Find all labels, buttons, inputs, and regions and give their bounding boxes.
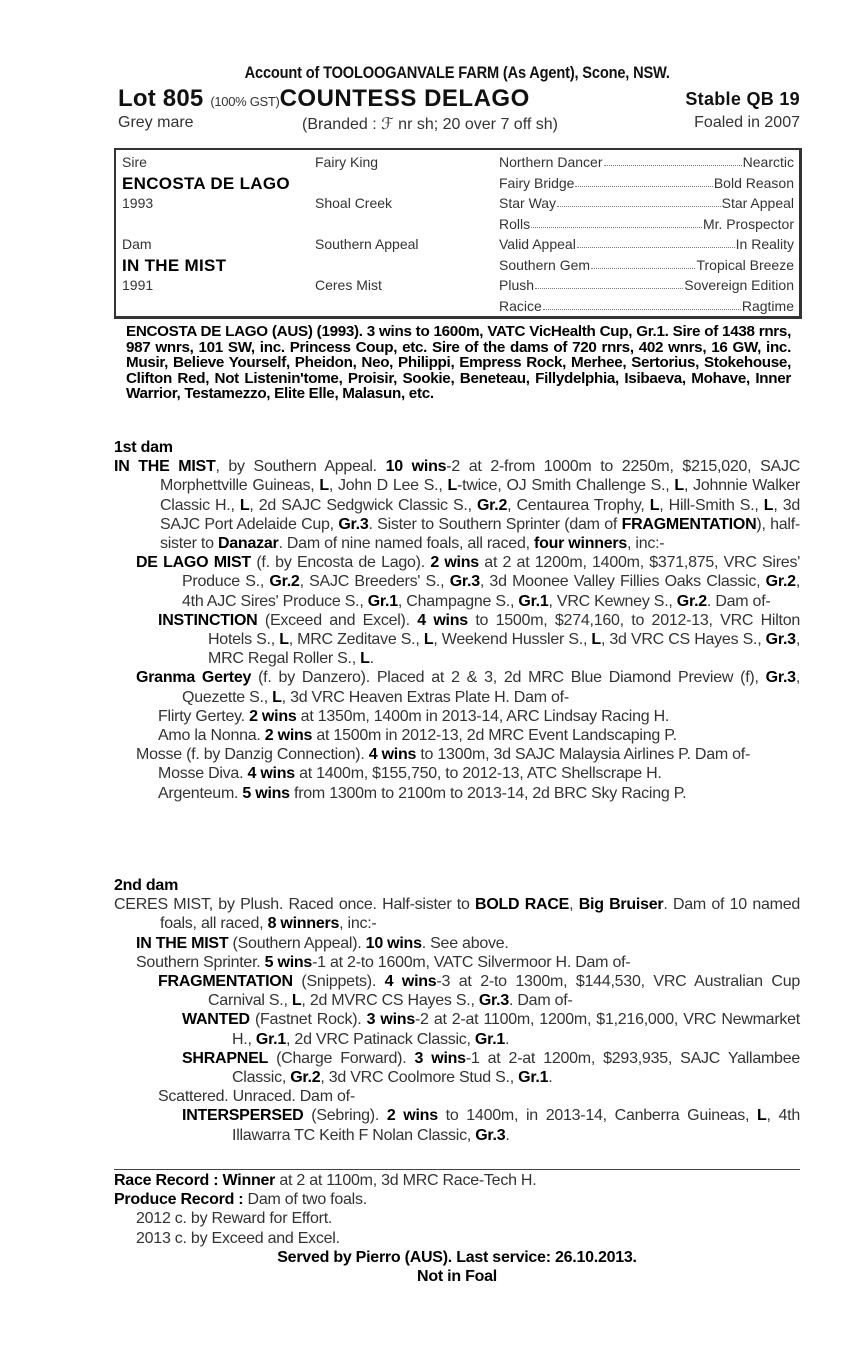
produce-record: Produce Record : Dam of two foals. bbox=[114, 1191, 367, 1209]
sire-year: 1993 bbox=[122, 195, 154, 211]
first-dam-body bbox=[114, 457, 800, 803]
gen3-row: Southern Gem Tropical Breeze bbox=[499, 256, 794, 273]
brand-mark-icon: ℱ bbox=[381, 114, 394, 133]
sire-summary: ENCOSTA DE LAGO (AUS) (1993). 3 wins to 1600m, VATC VicHealth Cup, Gr.1. Sire of 1438 rnrs, 987 wnrs, 101 SW, inc. Princess Coup, etc. Sire of the dams of 720 rnrs, 402 wnrs, 16 GW, inc. Musir, Believe Yourself, Pheidon, Neo, Philippi, Empress Rock, Merhee, Sertorius, Stokehouse, Clifton Red, Not Listenin'tome, Proisir, Sookie, Beneteau, Fillydelphia, Isibaeva, Mohave, Inner Warrior, Testamezzo, Elite Elle, Malasun, etc. bbox=[126, 323, 791, 402]
records-section bbox=[114, 1171, 800, 1286]
pedigree-table bbox=[114, 148, 802, 319]
pedigree-entry: IN THE MIST, by Southern Appeal. 10 wins-2 at 2-from 1000m to 2250m, $215,020, SAJC Morphettville Guineas, L, John D Lee S., L-twice, OJ Smith Challenge S., L, Johnnie Walker Classic H., L, 2d SAJC Sedgwick Classic S., Gr.2, Centaurea Trophy, L, Hill-Smith S., L, 3d SAJC Port Adelaide Cup, Gr.3. Sister to Southern Sprinter (dam of FRAGMENTATION), half-sister to Danazar. Dam of nine named foals, all raced, four winners, inc:- bbox=[114, 458, 801, 553]
dam-year: 1991 bbox=[122, 277, 154, 293]
lot-title bbox=[118, 85, 530, 113]
second-dam-heading: 2nd dam bbox=[114, 877, 179, 894]
pedigree-entry: FRAGMENTATION (Snippets). 4 wins-3 at 2-to 1300m, $144,530, VRC Australian Cup Carnival S., L, 2d MVRC CS Hayes S., Gr.3. Dam of- bbox=[158, 973, 800, 1010]
pedigree-entry: CERES MIST, by Plush. Raced once. Half-sister to BOLD RACE, Big Bruiser. Dam of 10 named foals, all raced, 8 winners, inc:- bbox=[114, 896, 801, 933]
lot-number: Lot 805 bbox=[118, 85, 204, 112]
gen3-row: Rolls Mr. Prospector bbox=[499, 215, 794, 232]
first-dam-heading: 1st dam bbox=[114, 439, 173, 456]
pedigree-entry: SHRAPNEL (Charge Forward). 3 wins-1 at 2-at 1200m, $293,935, SAJC Yallambee Classic, Gr.2, 3d VRC Coolmore Stud S., Gr.1. bbox=[182, 1049, 801, 1087]
second-dam-section bbox=[114, 876, 800, 1145]
catalogue-page bbox=[114, 62, 801, 1286]
dam-label: Dam bbox=[122, 236, 152, 252]
pedigree-entry: INTERSPERSED (Sebring). 2 wins to 1400m, in 2013-14, Canberra Guineas, L, 4th Illawarra TC Keith F Nolan Classic, Gr.3. bbox=[182, 1107, 801, 1144]
gst-note: (100% GST) bbox=[210, 94, 280, 109]
gen3-row: Valid Appeal In Reality bbox=[499, 236, 794, 252]
gen3-row: Fairy Bridge Bold Reason bbox=[499, 174, 794, 191]
vendor-account: Account of TOOLOOGANVALE FARM (As Agent), Scone, NSW. bbox=[244, 63, 670, 82]
service-note: Served by Pierro (AUS). Last service: 26.10.2013. bbox=[277, 1248, 637, 1266]
pedigree-entry: Scattered. Unraced. Dam of- bbox=[158, 1088, 355, 1106]
sire-dam: Shoal Creek bbox=[315, 195, 393, 211]
foal-item: 2013 c. by Exceed and Excel. bbox=[136, 1229, 340, 1247]
pedigree-entry: Southern Sprinter. 5 wins-1 at 2-to 1600m, VATC Silvermoor H. Dam of- bbox=[136, 953, 631, 971]
first-dam-section bbox=[114, 438, 800, 803]
pedigree-entry: Granma Gertey (f. by Danzero). Placed at 2 & 3, 2d MRC Blue Diamond Preview (f), Gr.3, Quezette S., L, 3d VRC Heaven Extras Plate H. Dam of- bbox=[136, 669, 801, 706]
gen3-row: Northern Dancer Nearctic bbox=[499, 154, 794, 170]
pedigree-entry: INSTINCTION (Exceed and Excel). 4 wins to 1500m, $274,160, to 2012-13, VRC Hilton Hotels S., L, MRC Zeditave S., L, Weekend Hussler S., L, 3d VRC CS Hayes S., Gr.3, MRC Regal Roller S., L. bbox=[158, 611, 801, 668]
pedigree-entry: Amo la Nonna. 2 wins at 1500m in 2012-13, 2d MRC Event Landscaping P. bbox=[158, 727, 677, 745]
foal-item: 2012 c. by Reward for Effort. bbox=[136, 1210, 333, 1228]
stable-location: Stable QB 19 bbox=[685, 89, 800, 109]
brand-description: (Branded : ℱ nr sh; 20 over 7 off sh) bbox=[302, 114, 558, 133]
pedigree-entry: Mosse Diva. 4 wins at 1400m, $155,750, to 2012-13, ATC Shellscrape H. bbox=[158, 765, 662, 783]
dam-sire: Southern Appeal bbox=[315, 236, 419, 252]
second-dam-body bbox=[114, 895, 800, 1145]
lot-header bbox=[114, 85, 800, 113]
race-record: Race Record : Winner at 2 at 1100m, 3d MRC Race-Tech H. bbox=[114, 1172, 537, 1189]
pedigree-entry: Argenteum. 5 wins from 1300m to 2100m to 2013-14, 2d BRC Sky Racing P. bbox=[158, 784, 687, 802]
sex-colour: Grey mare bbox=[118, 114, 194, 131]
foaled-year: Foaled in 2007 bbox=[694, 114, 800, 131]
sire-name: ENCOSTA DE LAGO bbox=[122, 174, 290, 193]
foal-status: Not in Foal bbox=[417, 1268, 497, 1286]
dam-name: IN THE MIST bbox=[122, 256, 227, 275]
gen3-row: Star Way Star Appeal bbox=[499, 195, 794, 211]
dam-dam: Ceres Mist bbox=[315, 277, 382, 293]
pedigree-entry: Mosse (f. by Danzig Connection). 4 wins to 1300m, 3d SAJC Malaysia Airlines P. Dam of- bbox=[136, 746, 751, 764]
pedigree-entry: WANTED (Fastnet Rock). 3 wins-2 at 2-at 1100m, 1200m, $1,216,000, VRC Newmarket H., Gr.1, 2d VRC Patinack Classic, Gr.1. bbox=[182, 1011, 801, 1048]
divider bbox=[114, 1169, 800, 1170]
sire-label: Sire bbox=[122, 154, 147, 170]
horse-details bbox=[114, 113, 800, 139]
pedigree-entry: Flirty Gertey. 2 wins at 1350m, 1400m in 2013-14, ARC Lindsay Racing H. bbox=[158, 707, 670, 725]
horse-name: COUNTESS DELAGO bbox=[279, 85, 530, 112]
gen3-row: Plush Sovereign Edition bbox=[499, 277, 794, 293]
pedigree-entry: DE LAGO MIST (f. by Encosta de Lago). 2 wins at 2 at 1200m, 1400m, $371,875, VRC Sires' Produce S., Gr.2, SAJC Breeders' S., Gr.3, 3d Moonee Valley Fillies Oaks Classic, Gr.2, 4th AJC Sires' Produce S., Gr.1, Champagne S., Gr.1, VRC Kewney S., Gr.2. Dam of- bbox=[136, 554, 801, 610]
sire-sire: Fairy King bbox=[315, 154, 379, 170]
pedigree-entry: IN THE MIST (Southern Appeal). 10 wins. See above. bbox=[136, 934, 509, 952]
gen3-row: Racice Ragtime bbox=[499, 297, 794, 314]
